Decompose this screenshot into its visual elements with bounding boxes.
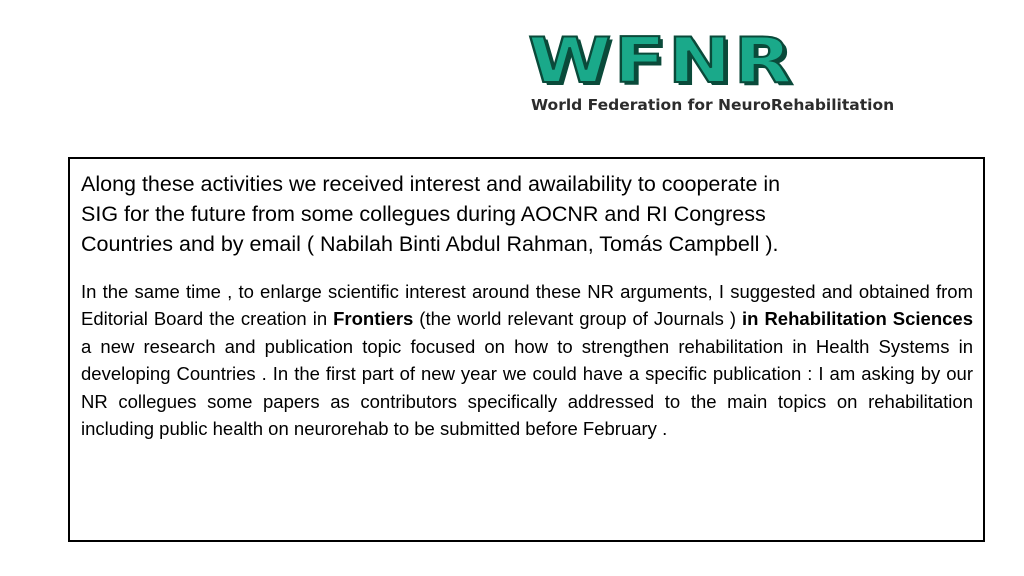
- body-text: In the same time , to enlarge scientific interest around these NR arguments, I suggested and obtained from Editorial Board the creation in: [81, 281, 973, 330]
- journal-section: in Rehabilitation Sciences: [742, 308, 973, 330]
- body-text: (the world relevant group of Journals ): [413, 308, 743, 330]
- lead-line: SIG for the future from some collegues during AOCNR and RI Congress: [81, 202, 766, 226]
- body-text: a new research and publication topic focused on how to strengthen rehabilitation in Health Systems in developing Countries . In the first part of new year we could have a specific publication : I am asking by our NR collegues some papers as contributors specifically addressed to the main topics on rehabilitation including public health on neurorehab to be submitted before February .: [81, 335, 973, 440]
- wfnr-logo: [528, 24, 948, 125]
- lead-line: Along these activities we received interest and awailability to cooperate in: [81, 172, 781, 196]
- body-paragraph: [81, 278, 973, 442]
- logo-subtitle: World Federation for NeuroRehabilitation: [531, 96, 895, 114]
- journal-name: Frontiers: [333, 308, 414, 330]
- text-box: [68, 157, 985, 542]
- lead-paragraph: [81, 169, 973, 259]
- lead-line: Countries and by email ( Nabilah Binti Abdul Rahman, Tomás Campbell ).: [81, 232, 779, 256]
- logo-mark: WFNR: [528, 24, 795, 97]
